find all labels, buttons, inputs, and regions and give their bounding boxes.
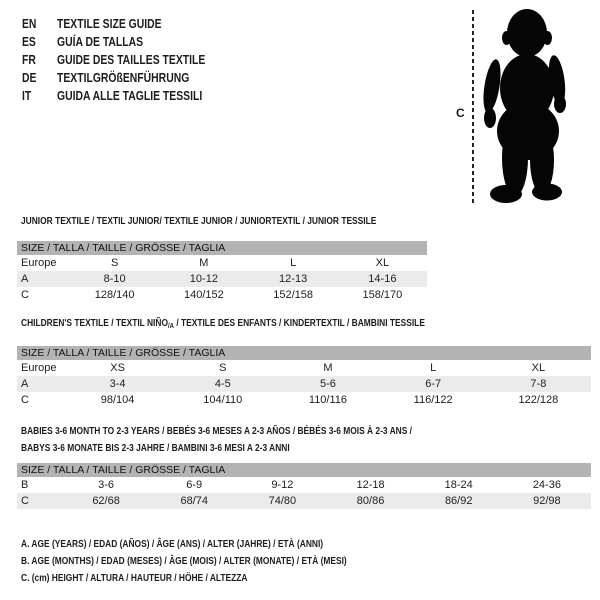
language-row-es	[22, 32, 242, 50]
footnote-c: C. (cm) HEIGHT / ALTURA / HAUTEUR / HÖHE / ALTEZZA	[21, 572, 248, 584]
cell: 68/74	[180, 495, 208, 507]
cell: 8-10	[103, 273, 126, 285]
cell: 7-8	[530, 378, 547, 390]
lang-code-it: IT	[22, 87, 32, 103]
row-label: C	[21, 495, 29, 507]
lang-label-it: GUIDA ALLE TAGLIE TESSILI	[57, 87, 203, 103]
cell: 4-5	[214, 378, 231, 390]
cell: 14-16	[368, 273, 397, 285]
children-size-table	[17, 346, 591, 408]
cell: M	[323, 362, 333, 374]
lang-code-de: DE	[22, 69, 37, 85]
children-section-title: CHILDREN'S TEXTILE / TEXTIL NIÑO/A / TEXTILE DES ENFANTS / KINDERTEXTIL / BAMBINI TESSILE	[21, 317, 425, 330]
language-row-en	[22, 14, 242, 32]
cell: 24-36	[532, 479, 561, 491]
table-row	[17, 376, 591, 392]
cell: 3-4	[109, 378, 126, 390]
cell: 62/68	[92, 495, 120, 507]
cell: L	[290, 257, 297, 269]
toddler-silhouette-icon	[483, 8, 568, 205]
table-row	[17, 477, 591, 493]
table-row	[17, 287, 427, 303]
cell: XL	[531, 362, 546, 374]
lang-code-es: ES	[22, 33, 36, 49]
cell: 140/152	[183, 289, 224, 301]
row-label: A	[21, 378, 29, 390]
language-row-it	[22, 86, 242, 104]
babies-size-table	[17, 463, 591, 509]
language-list	[22, 14, 242, 104]
cell: 74/80	[268, 495, 297, 507]
row-label: C	[21, 289, 29, 301]
lang-label-es: GUÍA DE TALLAS	[57, 33, 144, 49]
cell: 116/122	[413, 394, 453, 406]
cell: 12-13	[279, 273, 308, 285]
cell: 6-9	[186, 479, 203, 491]
cell: 10-12	[189, 273, 218, 285]
lang-code-fr: FR	[22, 51, 36, 67]
lang-label-de: TEXTILGRÖßENFÜHRUNG	[57, 69, 190, 85]
cell: M	[199, 257, 209, 269]
nino-a-subscript: /A	[167, 321, 174, 330]
row-label: Europe	[21, 362, 57, 374]
table-row	[17, 360, 591, 376]
lang-code-en: EN	[22, 15, 37, 31]
row-label: C	[21, 394, 29, 406]
footnote-b: B. AGE (MONTHS) / EDAD (MESES) / ÂGE (MOIS) / ALTER (MONATE) / ETÀ (MESI)	[21, 555, 347, 567]
cell: 98/104	[100, 394, 135, 406]
children-size-header-text: SIZE / TALLA / TAILLE / GRÖSSE / TAGLIA	[21, 347, 226, 359]
footnotes	[21, 536, 428, 587]
cell: 152/158	[273, 289, 313, 301]
junior-size-header-text: SIZE / TALLA / TAILLE / GRÖSSE / TAGLIA	[21, 242, 226, 254]
junior-size-header-bar	[17, 241, 427, 255]
cell: 6-7	[425, 378, 442, 390]
height-measure-dashed-line	[472, 10, 474, 206]
cell: 5-6	[320, 378, 336, 390]
cell: 110/116	[308, 394, 348, 406]
cell: XL	[375, 257, 390, 269]
children-table	[17, 360, 591, 408]
cell: 12-18	[356, 479, 385, 491]
table-row	[17, 271, 427, 287]
cell: 9-12	[271, 479, 294, 491]
cell: 92/98	[533, 495, 561, 507]
table-row	[17, 493, 591, 509]
footnote-a: A. AGE (YEARS) / EDAD (AÑOS) / ÂGE (ANS) / ALTER (JAHRE) / ETÀ (ANNI)	[21, 538, 324, 550]
cell: 122/128	[518, 394, 559, 406]
children-size-header-bar	[17, 346, 591, 360]
junior-table	[17, 255, 427, 303]
cell: 80/86	[356, 495, 385, 507]
babies-size-header-text: SIZE / TALLA / TAILLE / GRÖSSE / TAGLIA	[21, 464, 226, 476]
junior-size-table	[17, 241, 427, 303]
babies-table	[17, 477, 591, 509]
cell: 18-24	[444, 479, 473, 491]
row-label: A	[21, 273, 29, 285]
row-label: Europe	[21, 257, 57, 269]
cell: 158/170	[362, 289, 403, 301]
table-row	[17, 255, 427, 271]
row-label: B	[21, 479, 29, 491]
cell: 128/140	[94, 289, 135, 301]
lang-label-fr: GUIDE DES TAILLES TEXTILE	[57, 51, 206, 67]
junior-section-title: JUNIOR TEXTILE / TEXTIL JUNIOR/ TEXTILE JUNIOR / JUNIORTEXTIL / JUNIOR TESSILE	[21, 215, 377, 227]
cell: 86/92	[444, 495, 473, 507]
language-row-fr	[22, 50, 242, 68]
babies-section-title: BABIES 3-6 MONTH TO 2-3 YEARS / BEBÉS 3-6 MESES A 2-3 AÑOS / BÉBÉS 3-6 MOIS À 2-3 ANS / BABYS 3-6 MONATE BIS 2-3 JAHRE / BAMBINI 3-6 MESI A 2-3 ANNI	[21, 425, 413, 454]
babies-size-header-bar	[17, 463, 591, 477]
table-row	[17, 392, 591, 408]
cell: XS	[110, 362, 125, 374]
cell: L	[430, 362, 437, 374]
cell: 3-6	[98, 479, 115, 491]
cell: S	[110, 257, 119, 269]
language-row-de	[22, 68, 242, 86]
height-measure-label: C	[456, 106, 465, 120]
cell: S	[219, 362, 227, 374]
cell: 104/110	[203, 394, 243, 406]
lang-label-en: TEXTILE SIZE GUIDE	[57, 15, 162, 31]
